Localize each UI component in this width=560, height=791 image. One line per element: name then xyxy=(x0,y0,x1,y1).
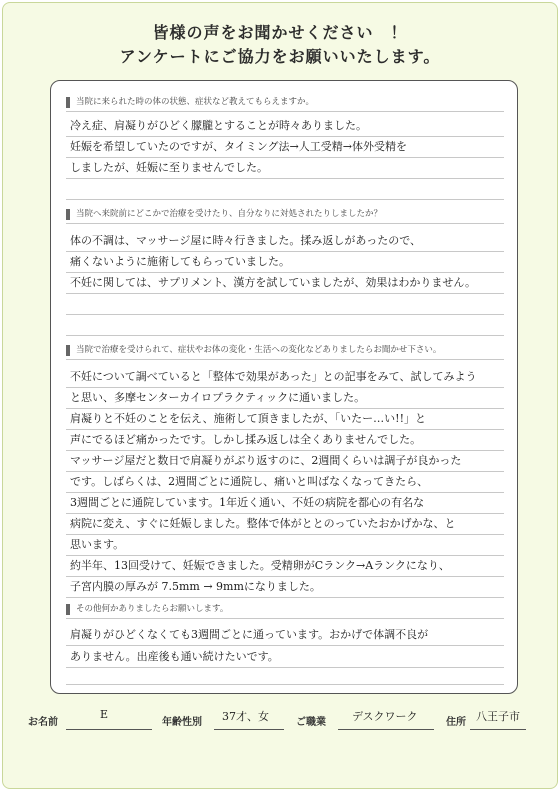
heading-line-2: アンケートにご協力をお願いいたします。 xyxy=(119,47,441,66)
ruled-line xyxy=(66,314,504,315)
question-symptoms: 当院に来られた時の体の状態、症状など教えてもらえますか。 xyxy=(66,97,314,108)
ruled-line xyxy=(66,492,504,493)
age-gender-label: 年齢性別 xyxy=(162,717,202,728)
section-divider xyxy=(66,359,504,360)
age-gender-value: 37才、女 xyxy=(222,710,269,723)
ruled-line xyxy=(66,450,504,451)
name-underline xyxy=(66,729,152,730)
ruled-line xyxy=(66,684,504,685)
answer-line: 肩凝りと不妊のことを伝え、施術して頂きましたが、「いたー…い!!」と xyxy=(70,412,426,425)
address-value: 八王子市 xyxy=(476,710,520,723)
answer-line: ありません。出産後も通い続けたいです。 xyxy=(70,650,279,663)
ruled-line xyxy=(66,534,504,535)
answer-line: と思い、多摩センターカイロプラクティックに通いました。 xyxy=(70,391,366,404)
ruled-line xyxy=(66,408,504,409)
ruled-line xyxy=(66,667,504,668)
ruled-line xyxy=(66,272,504,273)
answer-line: です。しばらくは、2週間ごとに通院し、痛いと叫ばなくなってきたら、 xyxy=(70,475,429,488)
name-label: お名前 xyxy=(28,717,58,728)
ruled-line xyxy=(66,429,504,430)
answer-line: 思います。 xyxy=(70,538,125,551)
ruled-line xyxy=(66,335,504,336)
answer-line: 不妊に関しては、サプリメント、漢方を試していましたが、効果はわかりません。 xyxy=(70,276,477,289)
ruled-line xyxy=(66,597,504,598)
answer-line: 肩凝りがひどくなくても3週間ごとに通っています。おかげで体調不良が xyxy=(70,628,429,641)
ruled-line xyxy=(66,387,504,388)
answer-line: 約半年、13回受けて、妊娠できました。受精卵がCランク→Aランクになり、 xyxy=(70,559,450,572)
ruled-line xyxy=(66,157,504,158)
occupation-label: ご職業 xyxy=(296,717,326,728)
ruled-line xyxy=(66,136,504,137)
ruled-line xyxy=(66,645,504,646)
answer-line: 体の不調は、マッサージ屋に時々行きました。揉み返しがあったので、 xyxy=(70,234,422,247)
answer-line: 3週間ごとに通院しています。1年近く通い、不妊の病院を都心の有名な xyxy=(70,496,425,509)
occupation-underline xyxy=(338,729,434,730)
occupation-value: デスクワーク xyxy=(352,710,418,723)
ruled-line xyxy=(66,513,504,514)
address-underline xyxy=(470,729,526,730)
question-other: その他何かありましたらお願いします。 xyxy=(66,604,228,615)
answer-line: 冷え症、肩凝りがひどく朦朧とすることが時々ありました。 xyxy=(70,119,367,132)
section-divider xyxy=(66,618,504,619)
answer-line: 子宮内膜の厚みが 7.5mm → 9mmになりました。 xyxy=(70,580,321,593)
ruled-line xyxy=(66,251,504,252)
ruled-line xyxy=(66,471,504,472)
heading-line-1: 皆様の声をお聞かせください ！ xyxy=(152,23,408,42)
question-prior-treatment: 当院へ来院前にどこかで治療を受けたり、自分なりに対処されたりしましたか？ xyxy=(66,209,382,220)
ruled-line xyxy=(66,576,504,577)
section-divider xyxy=(66,111,504,112)
ruled-line xyxy=(66,555,504,556)
ruled-line xyxy=(66,199,504,200)
answer-line: マッサージ屋だと数日で肩凝りがぶり返すのに、2週間くらいは調子が良かった xyxy=(70,454,462,467)
answer-line: しましたが、妊娠に至りませんでした。 xyxy=(70,161,268,174)
age-gender-underline xyxy=(214,729,284,730)
address-label: 住所 xyxy=(446,717,466,728)
section-divider xyxy=(66,223,504,224)
name-value: E xyxy=(100,708,109,721)
answer-line: 不妊について調べていると「整体で効果があった」との記事をみて、試してみよう xyxy=(70,370,477,383)
answer-line: 病院に変え、すぐに妊娠しました。整体で体がととのっていたおかげかな、と xyxy=(70,517,456,530)
answer-line: 痛くないように施術してもらっていました。 xyxy=(70,255,290,268)
ruled-line xyxy=(66,178,504,179)
ruled-line xyxy=(66,293,504,294)
answer-line: 妊娠を希望していたのですが、タイミング法→人工受精→体外受精を xyxy=(70,140,407,153)
answer-line: 声にでるほど痛かったです。しかし揉み返しは全くありませんでした。 xyxy=(70,433,422,446)
question-changes: 当院で治療を受けられて、症状やお体の変化・生活への変化などありましたらお聞かせ下さい。 xyxy=(66,345,441,356)
